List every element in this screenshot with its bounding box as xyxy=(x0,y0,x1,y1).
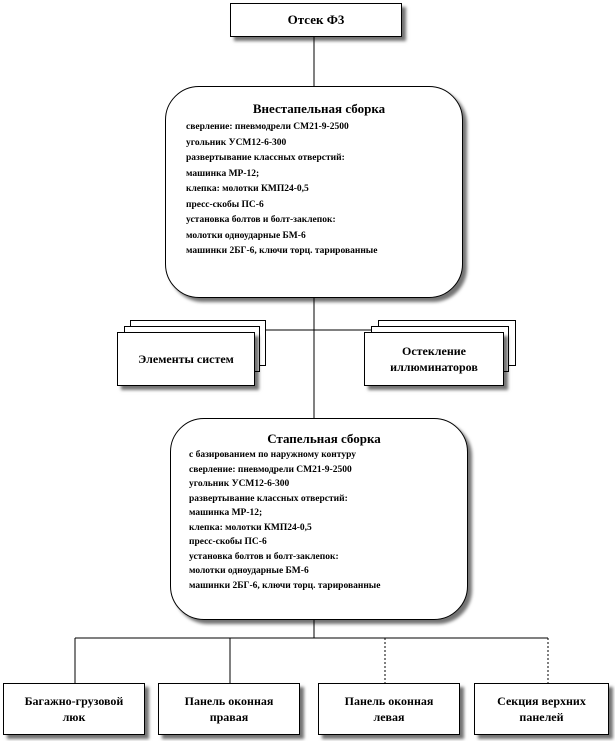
slipway-line: угольник УСМ12-6-300 xyxy=(189,479,290,489)
window-panel-left-label: Панель оконная левая xyxy=(344,694,434,724)
slipway-line: сверление: пневмодрели СМ21-9-2500 xyxy=(189,464,352,475)
outside-line: угольник УСМ12-6-300 xyxy=(186,137,287,148)
outside-line: развертывание классных отверстий: xyxy=(186,153,345,163)
outside-assembly-node xyxy=(165,86,463,298)
upper-panels-section-node xyxy=(474,683,609,735)
window-panel-left-node xyxy=(318,683,460,735)
glazing-node-label: Остекление иллюминаторов xyxy=(390,344,478,374)
slipway-assembly-title: Стапельная сборка xyxy=(267,431,381,446)
window-panel-right-label: Панель оконная правая xyxy=(184,694,274,724)
slipway-assembly-lines xyxy=(189,448,459,593)
slipway-line: машинки 2БГ-6, ключи торц. тарированные xyxy=(189,580,381,591)
slipway-line: молотки одноударные БМ-6 xyxy=(189,566,309,576)
window-panel-right-node xyxy=(158,683,300,735)
outside-line: клепка: молотки КМП24-0,5 xyxy=(186,184,309,194)
cargo-hatch-label: Багажно-грузовой люк xyxy=(24,694,124,724)
outside-line: установка болтов и болт-заклепок: xyxy=(186,215,336,225)
outside-line: сверление: пневмодрели СМ21-9-2500 xyxy=(186,122,349,132)
slipway-line: развертывание классных отверстий: xyxy=(189,493,348,504)
slipway-line: с базированием по наружному контуру xyxy=(189,450,356,460)
outside-line: пресс-скобы ПС-6 xyxy=(186,199,264,210)
outside-line: молотки одноударные БМ-6 xyxy=(186,230,306,241)
slipway-line: пресс-скобы ПС-6 xyxy=(189,537,267,547)
slipway-assembly-node xyxy=(170,418,468,620)
cargo-hatch-node xyxy=(3,683,145,735)
root-node xyxy=(230,3,402,37)
outside-assembly-title: Внестапельная сборка xyxy=(252,101,386,116)
glazing-node xyxy=(364,332,504,386)
systems-node xyxy=(117,332,255,386)
outside-assembly-lines xyxy=(186,120,452,260)
slipway-line: клепка: молотки КМП24-0,5 xyxy=(189,522,312,533)
outside-line: машинки 2БГ-6, ключи торц. тарированные xyxy=(186,246,378,256)
upper-panels-section-label: Секция верхних панелей xyxy=(497,694,586,724)
systems-node-label: Элементы систем xyxy=(138,352,234,366)
slipway-line: установка болтов и болт-заклепок: xyxy=(189,551,339,562)
root-node-title: Отсек Ф3 xyxy=(287,12,345,27)
outside-line: машинка МР-12; xyxy=(186,168,260,179)
slipway-line: машинка МР-12; xyxy=(189,508,263,518)
